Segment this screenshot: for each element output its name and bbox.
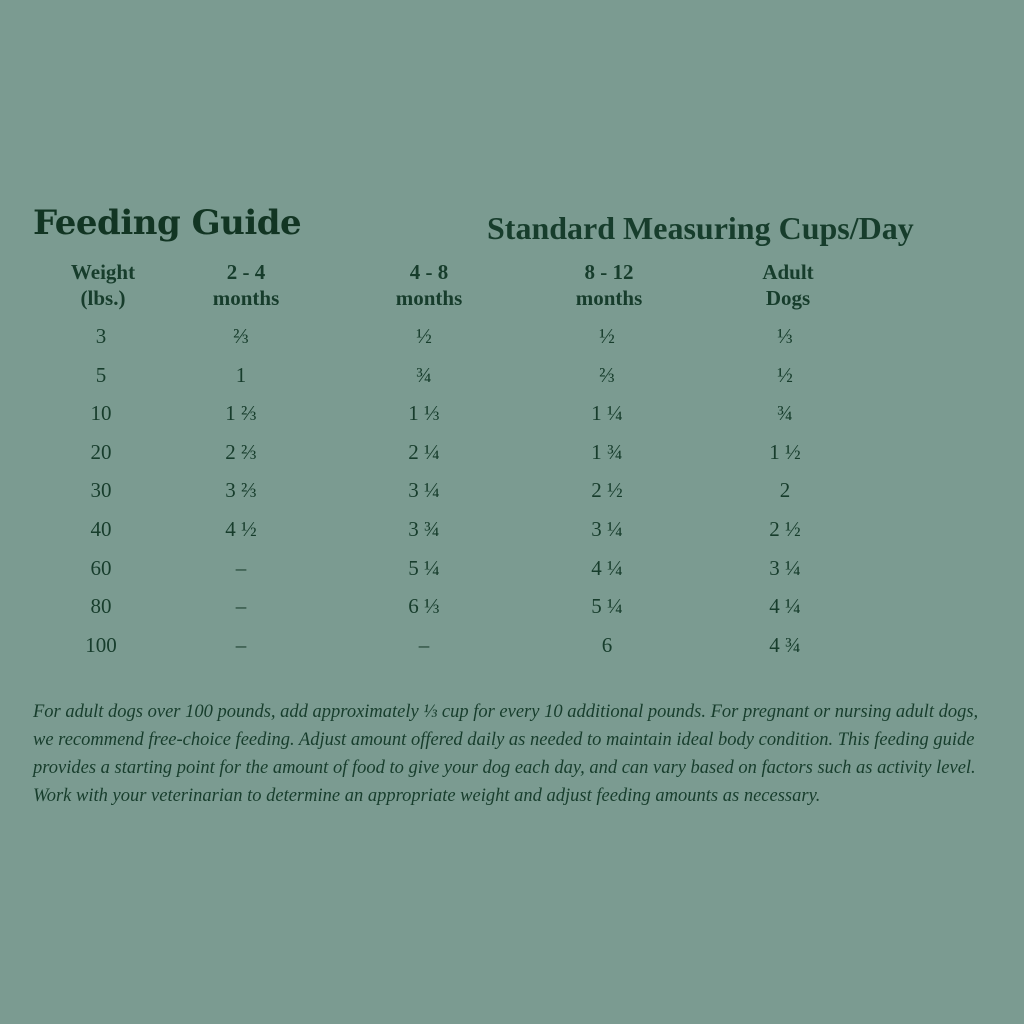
cell-adult-dogs: 3 ¼ [769,556,801,580]
cell-8-12-months: 5 ¼ [591,594,623,618]
cell-4-8-months: ½ [416,324,432,348]
cell-8-12-months: 2 ½ [591,478,623,502]
cell-adult-dogs: 2 ½ [769,517,801,541]
cell-2-4-months: ⅔ [233,324,249,348]
cell-2-4-months: – [235,594,247,618]
cell-adult-dogs: 4 ¼ [769,594,801,618]
table-row [0,321,1024,351]
cell-adult-dogs: ⅓ [777,324,793,348]
table-row [0,514,1024,544]
table-row [0,553,1024,583]
weight-cell: 60 [90,556,112,580]
cell-4-8-months: 2 ¼ [408,440,440,464]
cell-4-8-months: 6 ⅓ [408,594,440,618]
cell-4-8-months: 5 ¼ [408,556,440,580]
cell-adult-dogs: ½ [777,363,793,387]
cell-adult-dogs: ¾ [777,401,793,425]
page-title: Feeding Guide [33,203,302,243]
cell-4-8-months: ¾ [416,363,432,387]
cell-adult-dogs: 1 ½ [769,440,801,464]
weight-cell: 10 [90,401,112,425]
feeding-note: For adult dogs over 100 pounds, add approximately ⅓ cup for every 10 additional pounds. For pregnant or nursing adult dogs, we recommend free-choice feeding. Adjust amount offered daily as needed to maintain ideal body condition. This feeding guide provides a starting point for the amount of food to give your dog each day, and can vary based on factors such as activity level. Work with your veterinarian to determine an appropriate weight and adjust feeding amounts as necessary. [33,702,979,806]
cell-2-4-months: 2 ⅔ [225,440,257,464]
column-header-weight: Weight (lbs.) [70,260,136,310]
cell-8-12-months: 6 [601,633,613,657]
cell-2-4-months: 3 ⅔ [225,478,257,502]
weight-cell: 100 [85,633,117,657]
weight-cell: 20 [90,440,112,464]
column-header-2-4-months: 2 - 4 months [212,260,280,310]
cell-8-12-months: ⅔ [599,363,615,387]
cell-4-8-months: 3 ¼ [408,478,440,502]
cell-4-8-months: 3 ¾ [408,517,440,541]
cell-8-12-months: 4 ¼ [591,556,623,580]
cell-8-12-months: 1 ¾ [591,440,623,464]
cell-adult-dogs: 2 [779,478,791,502]
cell-2-4-months: 1 ⅔ [225,401,257,425]
table-row [0,630,1024,660]
cell-8-12-months: 3 ¼ [591,517,623,541]
table-row [0,398,1024,428]
table-row [0,475,1024,505]
weight-cell: 40 [90,517,112,541]
table-row [0,591,1024,621]
cell-adult-dogs: 4 ¾ [769,633,801,657]
column-header-adult-dogs: Adult Dogs [762,260,814,310]
weight-cell: 30 [90,478,112,502]
weight-cell: 5 [95,363,107,387]
cell-2-4-months: – [235,556,247,580]
column-header-4-8-months: 4 - 8 months [395,260,463,310]
weight-cell: 3 [95,324,107,348]
cell-4-8-months: – [418,633,430,657]
page-subtitle: Standard Measuring Cups/Day [487,210,914,246]
cell-8-12-months: ½ [599,324,615,348]
column-header-8-12-months: 8 - 12 months [575,260,643,310]
cell-2-4-months: – [235,633,247,657]
cell-2-4-months: 1 [235,363,247,387]
cell-2-4-months: 4 ½ [225,517,257,541]
cell-4-8-months: 1 ⅓ [408,401,440,425]
table-row [0,360,1024,390]
weight-cell: 80 [90,594,112,618]
cell-8-12-months: 1 ¼ [591,401,623,425]
table-row [0,437,1024,467]
